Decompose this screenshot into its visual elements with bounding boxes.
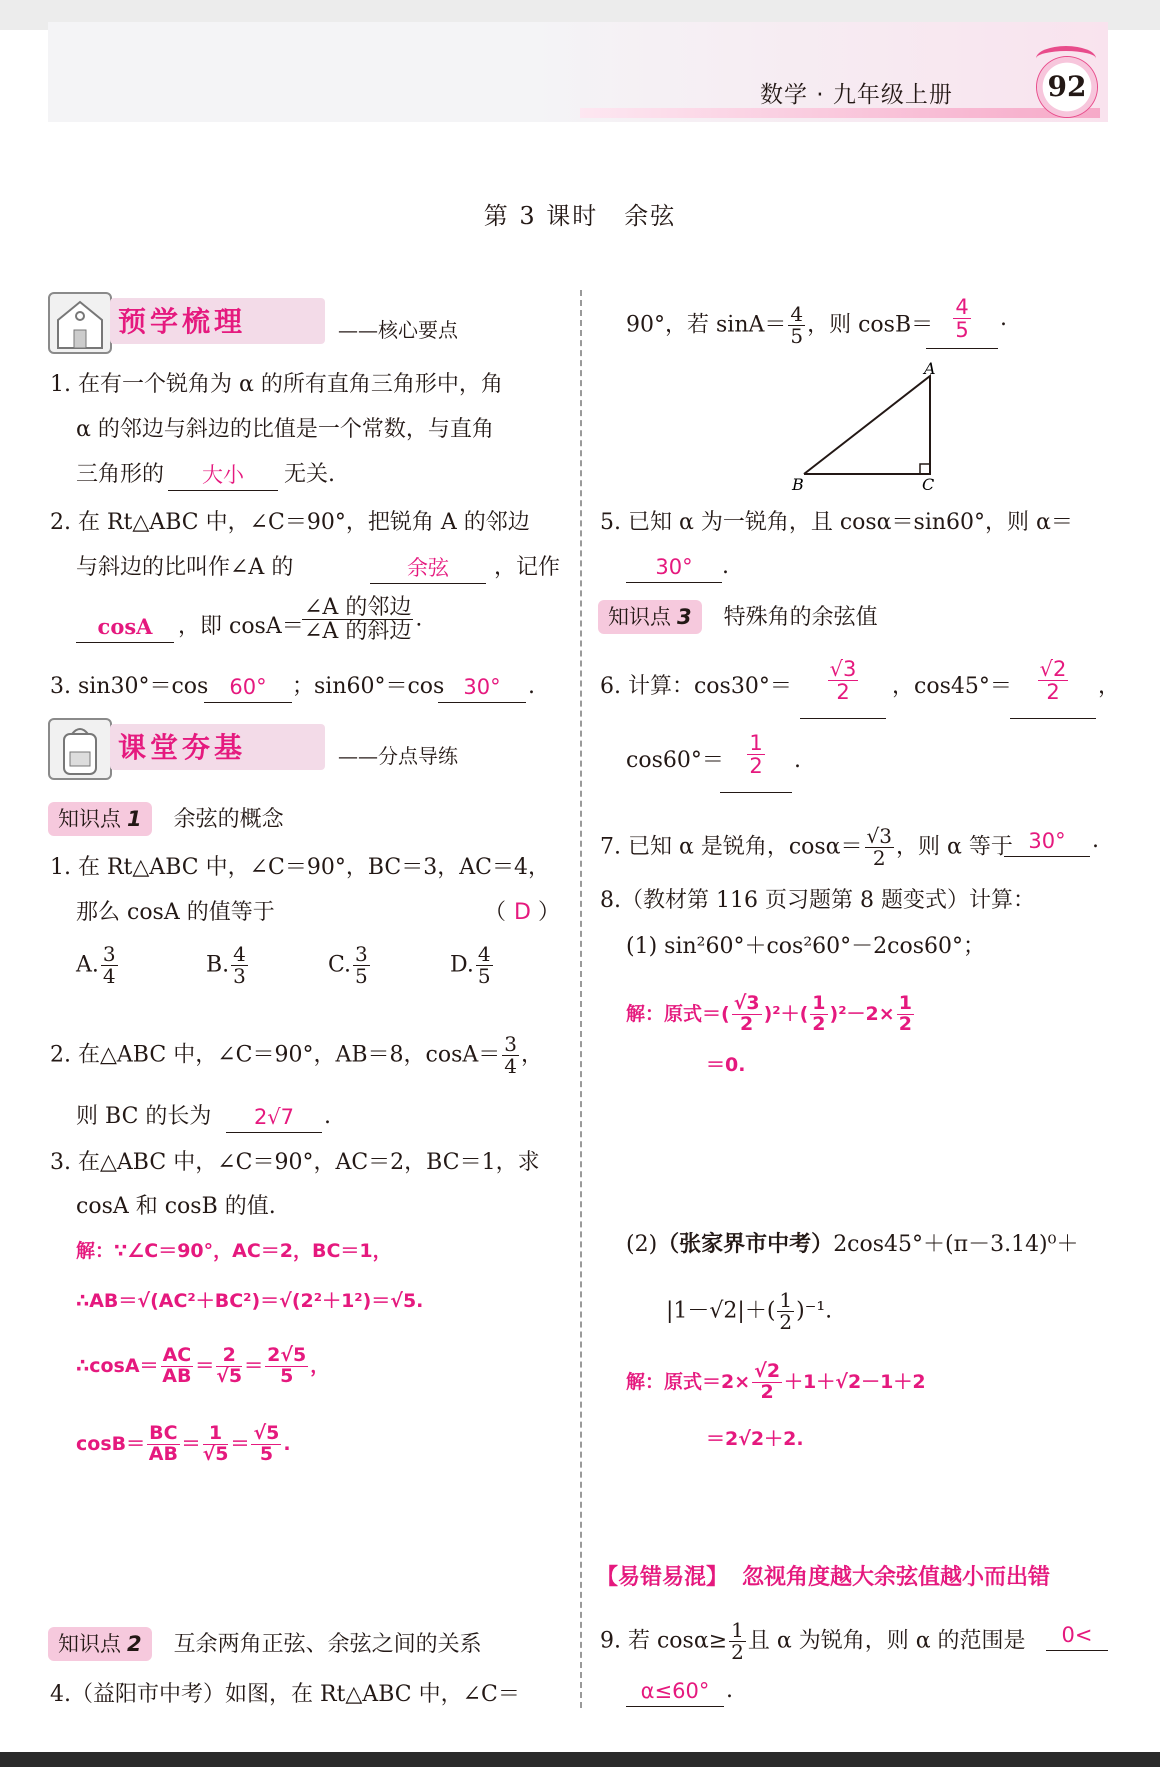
k1-q1-paren-left: （ <box>484 900 507 925</box>
answer-blank <box>926 296 998 349</box>
answer-blank <box>800 658 886 719</box>
answer-blank: 大小 <box>168 460 278 491</box>
column-divider <box>580 290 582 1708</box>
denominator: 4 <box>504 1054 517 1078</box>
period: . <box>324 1104 331 1129</box>
school-house-icon <box>48 292 112 354</box>
numerator: 4 <box>955 295 969 319</box>
equals: ＝ <box>230 1432 250 1455</box>
answer-blank: 2√7 <box>226 1102 322 1133</box>
denominator: 2 <box>779 1310 793 1334</box>
pre-q1-line3b: 无关. <box>284 462 335 487</box>
header-title: 数学 · 九年级上册 <box>760 82 953 108</box>
numerator: 3 <box>504 1032 517 1056</box>
answer-blank <box>720 732 792 793</box>
k1-q3-line2: cosA 和 cosB 的值. <box>76 1194 276 1219</box>
pre-q2-line1: 2. 在 Rt△ABC 中，∠C＝90°，把锐角 A 的邻边 <box>50 510 530 535</box>
solution-line <box>76 1424 291 1465</box>
kp-tag-label: 知识点 <box>608 605 671 629</box>
pre-q1-line3a: 三角形的 <box>76 462 165 487</box>
answer-blank: 60° <box>204 672 292 703</box>
answer-blank: 0< <box>1046 1620 1108 1651</box>
numerator: 3 <box>355 942 368 966</box>
error-title: 忽视角度越大余弦值越小而出错 <box>742 1565 1051 1590</box>
denominator: 5 <box>790 324 804 348</box>
numerator: 1 <box>731 1618 744 1642</box>
question-text: 7. 已知 α 是锐角，cosα＝ <box>600 834 863 860</box>
numerator: 2√5 <box>267 1344 307 1366</box>
question-text: ，则 cosB＝ <box>807 312 934 338</box>
equals: ＝ <box>181 1432 201 1455</box>
backpack-icon <box>48 718 112 780</box>
k1-q1-answer: D <box>514 900 531 925</box>
kp-tag <box>598 600 702 634</box>
numerator: 1 <box>749 731 763 755</box>
kp-number: 1 <box>127 807 142 831</box>
pre-q3-b: ；sin60°＝cos <box>292 674 445 699</box>
solution-line <box>626 994 916 1035</box>
period: . <box>726 1678 733 1703</box>
answer-blank: α≤60° <box>626 1676 724 1707</box>
k2-q4-line2 <box>626 304 933 347</box>
kp-title: 互余两角正弦、余弦之间的关系 <box>173 1632 482 1657</box>
k1-q1-paren-right: ） <box>538 900 561 925</box>
section-subtitle: ——核心要点 <box>338 318 458 342</box>
lesson-title: 第 3 课时 余弦 <box>483 202 677 230</box>
kp-tag-label: 知识点 <box>58 1632 121 1656</box>
period: . <box>1000 306 1007 331</box>
solution-line: ∴AB＝√(AC²＋BC²)＝√(2²＋1²)＝√5. <box>76 1290 424 1312</box>
period: . <box>722 554 729 579</box>
denominator: 2 <box>898 1012 912 1035</box>
section-banner-classwork <box>48 718 458 776</box>
denominator: √5 <box>202 1442 229 1465</box>
option-label: A. <box>76 952 99 978</box>
numerator: √3 <box>733 992 760 1014</box>
answer-blank: 30° <box>626 552 722 583</box>
pre-q2-line2a: 与斜边的比叫作∠A 的 <box>76 555 294 580</box>
solution-line <box>76 1346 329 1387</box>
k3-q8-line1: 8.（教材第 116 页习题第 8 题变式）计算： <box>600 888 1035 913</box>
numerator: 2 <box>216 1346 242 1367</box>
knowledge-point-1 <box>48 802 284 836</box>
section-subtitle: ——分点导练 <box>338 744 458 768</box>
source-label: （张家界市中考） <box>657 1232 834 1257</box>
solution-text: ∴cosA＝ <box>76 1354 159 1377</box>
question-text: 2cos45°＋(π－3.14)⁰＋ <box>833 1232 1079 1257</box>
denominator: ∠A 的斜边 <box>304 619 412 645</box>
numerator: 1 <box>812 992 826 1014</box>
solution-text: 解：原式＝2× <box>626 1370 751 1393</box>
numerator: 3 <box>102 942 116 966</box>
kp-title: 余弦的概念 <box>173 807 284 832</box>
solution-line <box>626 1362 926 1403</box>
denominator: 2 <box>740 1012 754 1035</box>
pre-q2-line3a: ，即 cosA＝ <box>178 614 304 639</box>
answer-blank: 余弦 <box>370 553 486 584</box>
question-text: 且 α 为锐角，则 α 的范围是 <box>747 1628 1026 1654</box>
answer-blank: cosA <box>76 612 174 643</box>
solution-text: )²－2× <box>829 1002 895 1025</box>
kp-number: 2 <box>127 1632 142 1656</box>
period: . <box>1092 828 1099 853</box>
kp-tag <box>48 802 152 836</box>
header-stripe <box>580 108 1100 118</box>
pre-q3-a: 3. sin30°＝cos <box>50 674 209 699</box>
numerator: √3 <box>829 657 857 681</box>
denominator: 3 <box>233 964 246 988</box>
option-b <box>206 944 250 987</box>
k1-q3-line1: 3. 在△ABC 中，∠C＝90°，AC＝2，BC＝1，求 <box>50 1150 540 1175</box>
period: . <box>283 1432 291 1455</box>
period: . <box>794 748 801 773</box>
pre-q1-line1: 1. 在有一个锐角为 α 的所有直角三角形中，角 <box>50 372 503 397</box>
k3-q8-part2 <box>626 1230 1078 1260</box>
k3-q8-part2-line2 <box>666 1290 832 1333</box>
err-q9 <box>600 1620 1026 1663</box>
pre-q2-fraction <box>300 596 422 643</box>
denominator: 5 <box>355 964 368 988</box>
denominator: 4 <box>102 964 116 988</box>
comma: ， <box>520 1042 543 1068</box>
k1-q1-line1: 1. 在 Rt△ABC 中，∠C＝90°，BC＝3，AC＝4， <box>50 855 550 880</box>
vertex-b-label: B <box>792 475 804 492</box>
option-a <box>76 944 120 987</box>
vertex-a-label: A <box>924 362 936 378</box>
numerator: 1 <box>779 1288 793 1312</box>
option-label: B. <box>206 952 230 978</box>
error-prone-heading <box>596 1560 1050 1591</box>
answer-blank <box>1010 658 1096 719</box>
question-text: )⁻¹. <box>796 1298 833 1324</box>
denominator: 2 <box>731 1640 744 1664</box>
pre-q2-line2b: ，记作 <box>494 555 561 580</box>
denominator: AB <box>162 1364 192 1387</box>
kp-tag-label: 知识点 <box>58 807 121 831</box>
denominator: 2 <box>872 846 886 870</box>
denominator: 2 <box>836 680 850 705</box>
solution-line: 解：∵∠C＝90°，AC＝2，BC＝1， <box>76 1240 392 1262</box>
option-label: D. <box>450 952 474 978</box>
answer-blank: 30° <box>438 672 526 703</box>
pre-q3-c: . <box>528 674 535 699</box>
comma: ， <box>1098 674 1121 699</box>
option-label: C. <box>328 952 352 978</box>
option-d <box>450 944 495 987</box>
numerator: AC <box>162 1344 192 1366</box>
denominator: 2 <box>749 754 763 779</box>
question-text: 90°，若 sinA＝ <box>626 312 787 338</box>
knowledge-point-2 <box>48 1627 482 1661</box>
numerator: 1 <box>898 992 912 1014</box>
solution-text: cosB＝ <box>76 1432 146 1455</box>
numerator: √2 <box>1039 657 1067 681</box>
section-banner-prestudy <box>48 292 458 350</box>
k1-q2-line1 <box>50 1034 543 1077</box>
solution-result: ＝2√2＋2. <box>706 1428 804 1450</box>
vertex-c-label: C <box>922 475 935 492</box>
k1-q2-line2: 则 BC 的长为 <box>76 1104 212 1129</box>
numerator: √3 <box>866 824 893 848</box>
numerator: 4 <box>233 942 246 966</box>
k3-q7 <box>600 826 1013 869</box>
question-text: 9. 若 cosα≥ <box>600 1628 728 1654</box>
denominator: 5 <box>259 1442 274 1465</box>
kp-title: 特殊角的余弦值 <box>723 605 878 630</box>
knowledge-point-3 <box>598 600 878 634</box>
error-tag: 【易错易混】 <box>596 1565 729 1590</box>
kp-tag <box>48 1627 152 1661</box>
question-text: |1－√2|＋( <box>666 1298 776 1324</box>
pre-q1-line2: α 的邻边与斜边的比值是一个常数，与直角 <box>76 417 494 442</box>
k3-q6-a: 6. 计算：cos30°＝ <box>600 674 792 699</box>
right-triangle-figure <box>790 362 940 492</box>
period: . <box>415 606 423 632</box>
page-number: 92 <box>1036 56 1098 118</box>
k3-q8-part1: (1) sin²60°＋cos²60°－2cos60°； <box>626 934 985 959</box>
k3-q6-d: cos60°＝ <box>626 748 724 773</box>
denominator: 2 <box>1046 680 1060 705</box>
numerator: 1 <box>203 1424 229 1445</box>
solution-text: )²＋( <box>763 1002 809 1025</box>
section-title: 课堂夯基 <box>118 731 247 764</box>
numerator: √2 <box>754 1360 781 1382</box>
k2-q4-line1: 4.（益阳市中考）如图，在 Rt△ABC 中，∠C＝ <box>50 1682 520 1707</box>
equals: ＝ <box>195 1354 215 1377</box>
equals: ＝ <box>244 1354 264 1377</box>
numerator: BC <box>149 1422 178 1444</box>
option-c <box>328 944 372 987</box>
denominator: 5 <box>477 964 491 988</box>
numerator: ∠A 的邻边 <box>304 595 412 620</box>
part-label: (2) <box>626 1232 658 1257</box>
kp-number: 3 <box>677 605 692 629</box>
comma: ， <box>310 1354 330 1377</box>
numerator: 4 <box>477 942 491 966</box>
denominator: 2 <box>812 1012 826 1035</box>
denominator: 5 <box>955 318 969 343</box>
solution-text: ＋1＋√2－1＋2 <box>784 1370 926 1393</box>
k3-q6-b: ，cos45°＝ <box>892 674 1012 699</box>
solution-text: 解：原式＝( <box>626 1002 730 1025</box>
section-title: 预学梳理 <box>118 305 247 338</box>
denominator: 2 <box>760 1380 774 1403</box>
question-text: ，则 α 等于 <box>896 834 1013 860</box>
denominator: √5 <box>216 1364 243 1387</box>
k2-q5-line1: 5. 已知 α 为一锐角，且 cosα＝sin60°，则 α＝ <box>600 510 1073 535</box>
numerator: 4 <box>790 302 804 326</box>
denominator: 5 <box>280 1364 294 1387</box>
k1-q1-line2: 那么 cosA 的值等于 <box>76 900 275 925</box>
numerator: √5 <box>253 1422 280 1444</box>
question-text: 2. 在△ABC 中，∠C＝90°，AB＝8，cosA＝ <box>50 1042 501 1068</box>
bottom-margin <box>0 1752 1160 1767</box>
solution-result: ＝0. <box>706 1054 746 1076</box>
denominator: AB <box>148 1442 178 1465</box>
answer-blank: 30° <box>1004 826 1090 857</box>
